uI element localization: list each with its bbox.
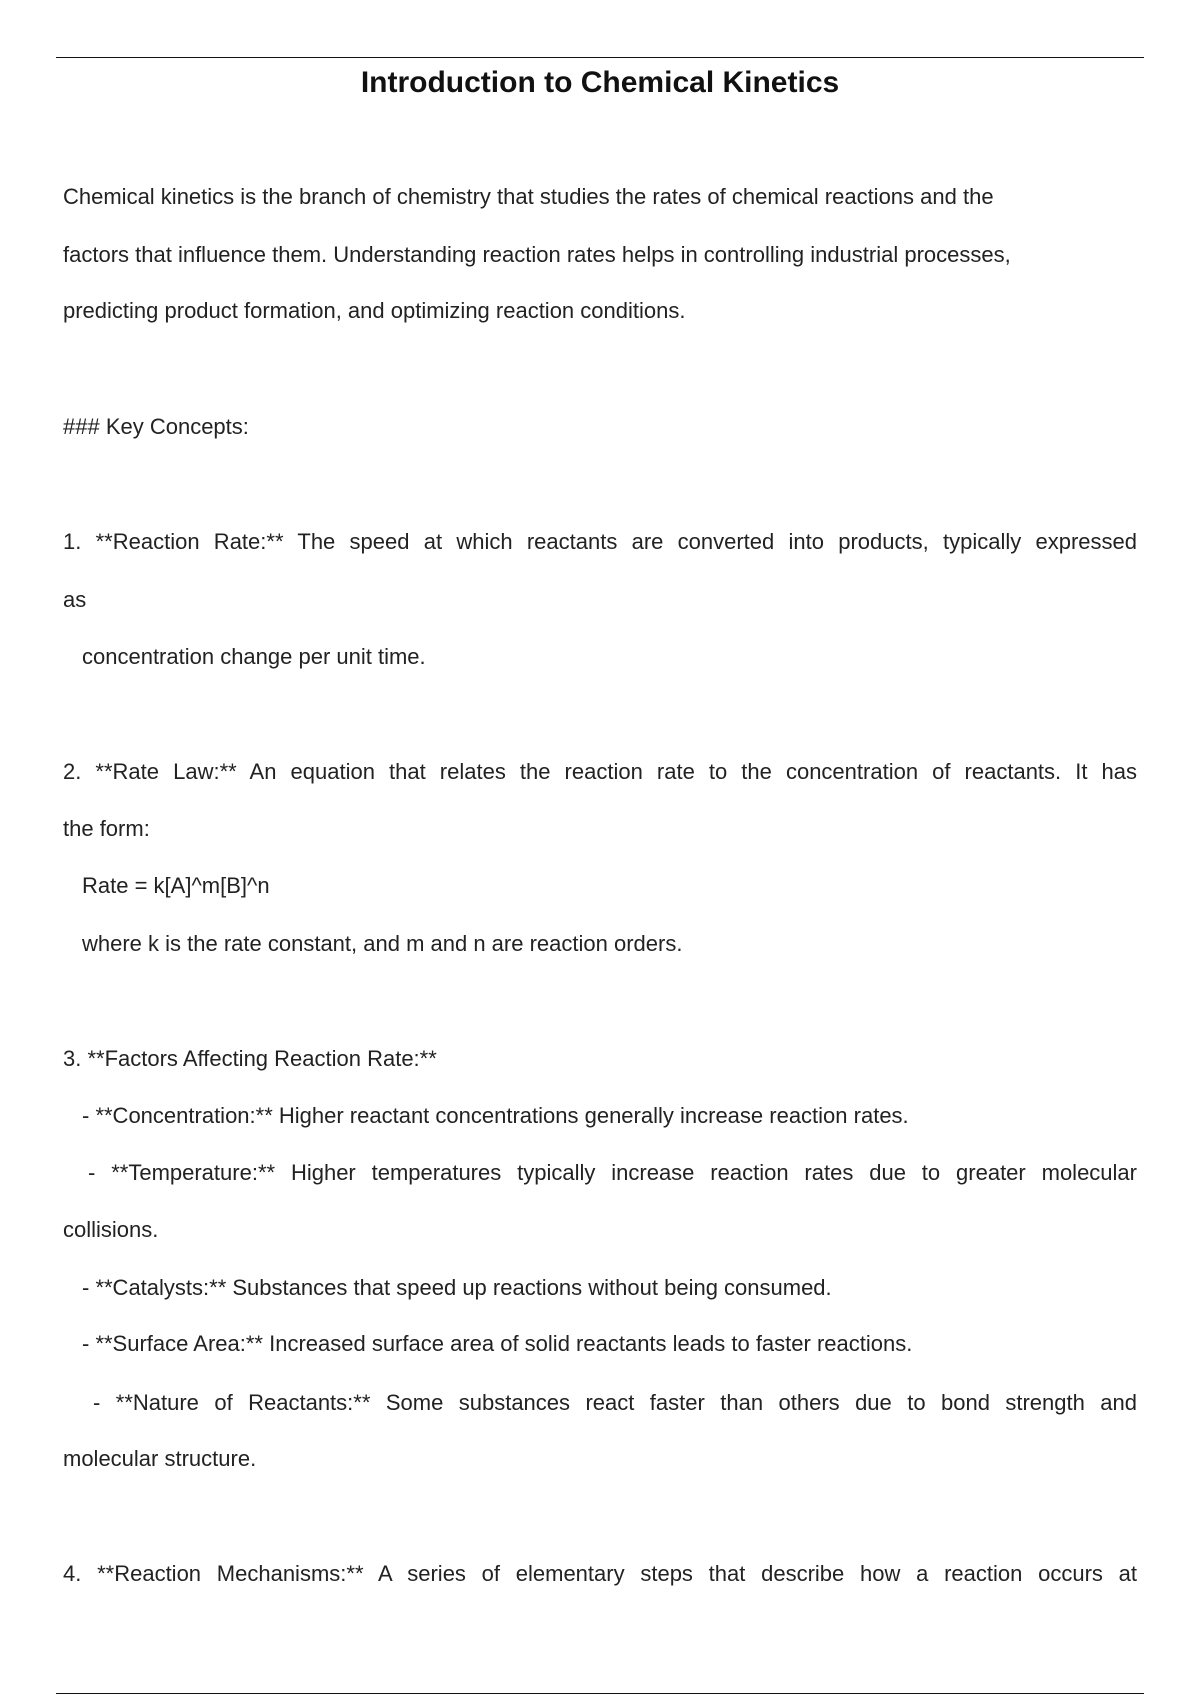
intro-line-3: predicting product formation, and optimizing reaction conditions. [63, 298, 686, 323]
factor-nature-of-reactants: - **Nature of Reactants:** Some substances react faster than others due to bond strength and [93, 1390, 1137, 1415]
intro-line-1: Chemical kinetics is the branch of chemistry that studies the rates of chemical reactions and the [63, 184, 994, 209]
section-heading: ### Key Concepts: [63, 414, 249, 439]
factor-catalysts: - **Catalysts:** Substances that speed up reactions without being consumed. [82, 1275, 832, 1300]
bottom-rule [56, 1693, 1144, 1694]
item-1-line-2: as [63, 587, 87, 612]
factor-temperature-cont: collisions. [63, 1217, 159, 1242]
page-title: Introduction to Chemical Kinetics [360, 66, 840, 99]
item-2-line-1: 2. **Rate Law:** An equation that relates the reaction rate to the concentration of reactants. It has [63, 759, 1137, 784]
item-2-line-2: the form: [63, 816, 150, 841]
intro-line-2: factors that influence them. Understanding reaction rates helps in controlling industrial processes, [63, 242, 1011, 267]
factor-concentration: - **Concentration:** Higher reactant concentrations generally increase reaction rates. [82, 1103, 909, 1128]
item-4-line-1: 4. **Reaction Mechanisms:** A series of elementary steps that describe how a reaction occurs at [63, 1561, 1137, 1586]
factor-nature-cont: molecular structure. [63, 1446, 257, 1471]
top-rule [56, 57, 1144, 58]
factor-temperature: - **Temperature:** Higher temperatures typically increase reaction rates due to greater molecular [88, 1160, 1137, 1185]
factor-surface-area: - **Surface Area:** Increased surface area of solid reactants leads to faster reactions. [82, 1331, 913, 1356]
item-1-line-1: 1. **Reaction Rate:** The speed at which reactants are converted into products, typically expressed [63, 529, 1137, 554]
rate-law-equation: Rate = k[A]^m[B]^n [82, 873, 270, 898]
item-2-line-4: where k is the rate constant, and m and n are reaction orders. [82, 931, 683, 956]
item-1-line-3: concentration change per unit time. [82, 644, 426, 669]
item-3-heading: 3. **Factors Affecting Reaction Rate:** [63, 1046, 437, 1071]
